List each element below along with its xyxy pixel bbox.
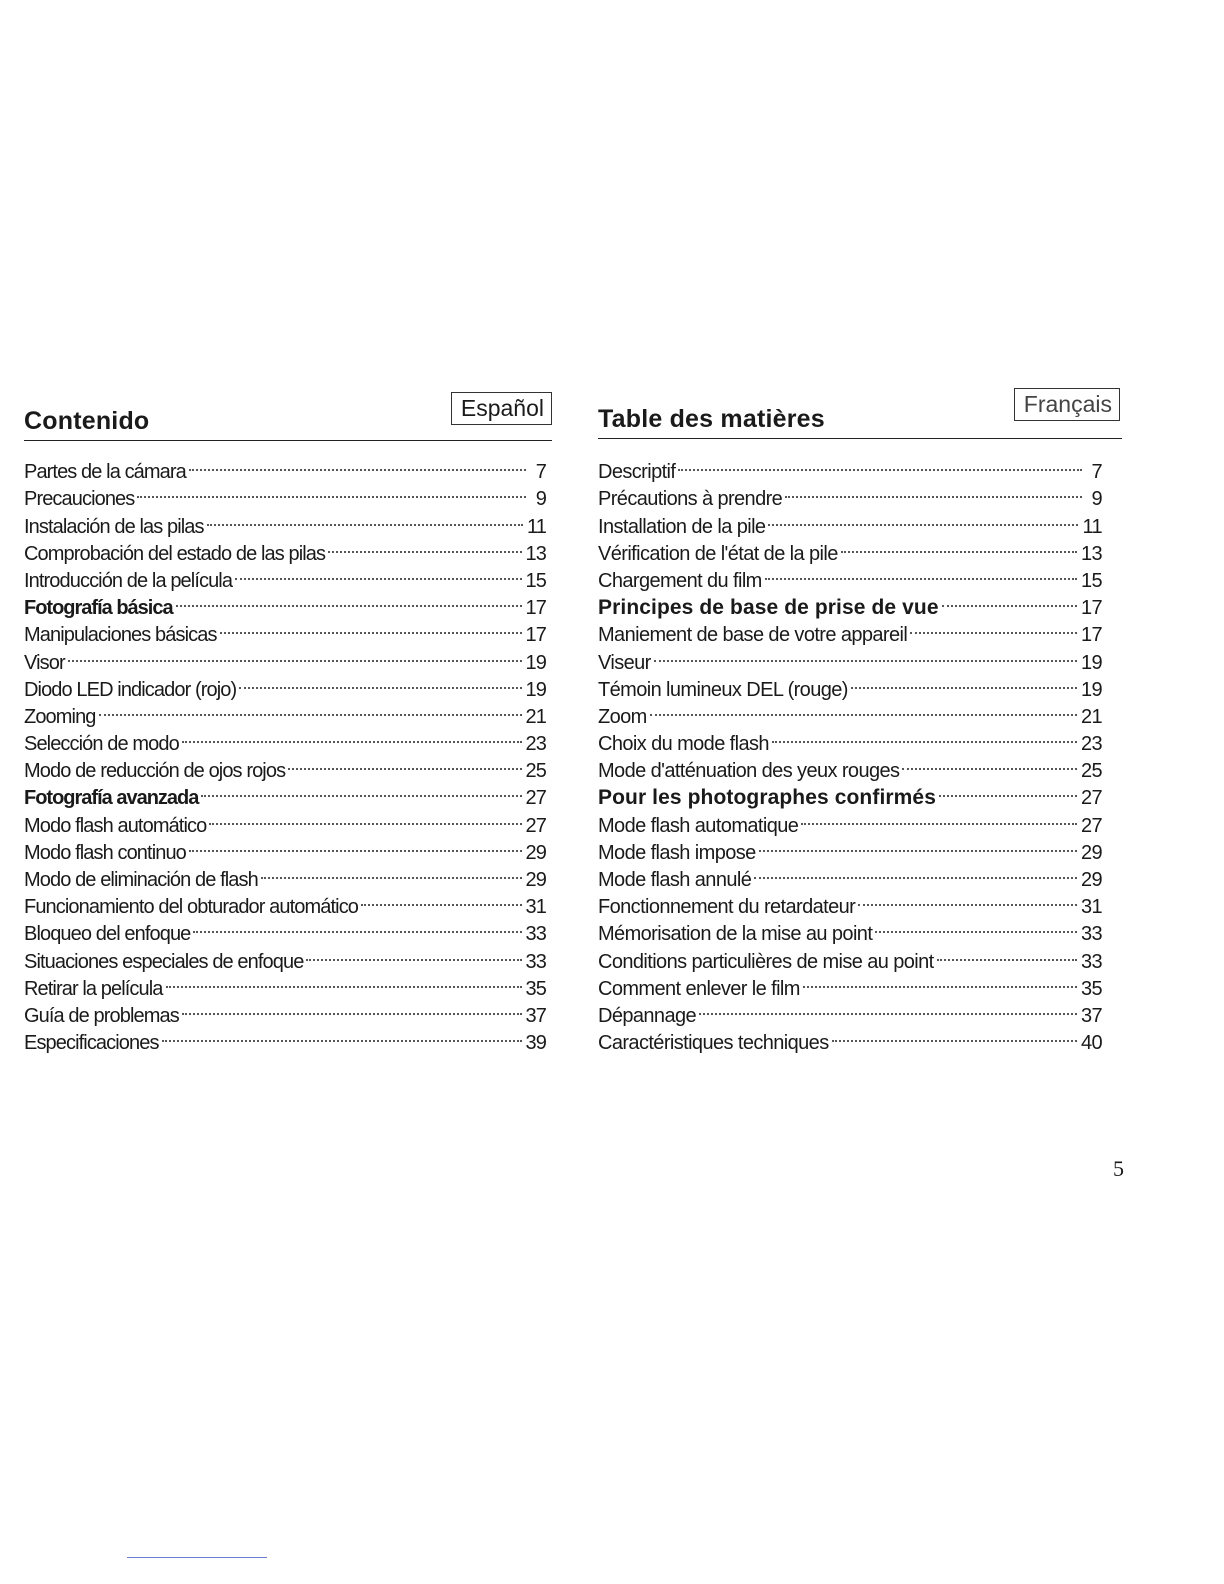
dot-leader bbox=[235, 560, 521, 587]
toc-entry-page: 33 bbox=[1080, 950, 1102, 973]
footer-rule bbox=[127, 1557, 267, 1558]
dot-leader bbox=[137, 478, 526, 505]
toc-entry-label: Retirar la película bbox=[24, 977, 163, 1000]
toc-entry-label: Témoin lumineux DEL (rouge) bbox=[598, 678, 848, 701]
toc-entry bbox=[598, 723, 1102, 756]
french-language-label: Français bbox=[1014, 388, 1120, 421]
toc-entry-label: Diodo LED indicador (rojo) bbox=[24, 678, 237, 701]
toc-entry bbox=[598, 669, 1102, 701]
toc-entry-label: Modo flash continuo bbox=[24, 841, 186, 864]
toc-entry-page: 17 bbox=[1080, 624, 1102, 647]
toc-entry-label: Manipulaciones básicas bbox=[24, 624, 217, 647]
toc-entry-label: Selección de modo bbox=[24, 733, 179, 756]
toc-entry-page: 33 bbox=[525, 950, 546, 973]
spanish-entry-list bbox=[24, 451, 546, 1055]
toc-entry-label: Caractéristiques techniques bbox=[598, 1032, 829, 1055]
toc-entry-page: 27 bbox=[1080, 814, 1102, 837]
toc-entry-page: 21 bbox=[1080, 705, 1102, 728]
toc-entry-label: Zoom bbox=[598, 705, 647, 728]
dot-leader bbox=[699, 995, 1077, 1022]
toc-entry-label: Précautions à prendre bbox=[598, 488, 783, 511]
french-header bbox=[598, 388, 1122, 439]
toc-entry-label: Mode flash annulé bbox=[598, 869, 752, 891]
toc-entry-page: 9 bbox=[535, 488, 546, 511]
toc-entry-label: Especificaciones bbox=[24, 1032, 159, 1055]
dot-leader bbox=[176, 587, 522, 614]
dot-leader bbox=[678, 451, 1082, 478]
toc-entry-label: Mode flash impose bbox=[598, 841, 756, 864]
dot-leader bbox=[902, 750, 1077, 777]
toc-entry-label: Introducción de la película bbox=[24, 569, 233, 592]
toc-entry-page: 35 bbox=[525, 977, 546, 1000]
toc-entry-page: 11 bbox=[527, 515, 546, 538]
toc-entry-page: 17 bbox=[525, 624, 546, 647]
dot-leader bbox=[193, 913, 521, 940]
toc-entry-page: 13 bbox=[525, 542, 546, 565]
toc-entry-page: 37 bbox=[525, 1004, 546, 1027]
dot-leader bbox=[772, 723, 1077, 750]
toc-entry-label: Mode flash automatique bbox=[598, 814, 799, 837]
toc-entry bbox=[598, 641, 1102, 674]
dot-leader bbox=[654, 641, 1077, 668]
toc-entry bbox=[24, 696, 546, 728]
toc-entry-label: Situaciones especiales de enfoque bbox=[24, 950, 304, 973]
toc-entry-label: Principes de base de prise de vue bbox=[598, 596, 939, 620]
dot-leader bbox=[328, 533, 521, 560]
toc-entry-label: Modo de reducción de ojos rojos bbox=[24, 760, 286, 783]
dot-leader bbox=[182, 995, 522, 1022]
toc-entry-label: Pour les photographes confirmés bbox=[598, 786, 936, 810]
toc-entry-page: 33 bbox=[525, 923, 546, 946]
toc-entry bbox=[24, 723, 546, 756]
toc-entry bbox=[24, 451, 546, 484]
toc-entry-page: 13 bbox=[1080, 542, 1102, 565]
toc-entry-page: 25 bbox=[525, 760, 546, 783]
dot-leader bbox=[803, 968, 1077, 995]
dot-leader bbox=[832, 1022, 1077, 1049]
toc-entry-page: 35 bbox=[1080, 977, 1102, 1000]
page-number: 5 bbox=[1113, 1156, 1124, 1181]
toc-entry bbox=[598, 451, 1102, 484]
dot-leader bbox=[939, 777, 1077, 804]
toc-entry-label: Funcionamiento del obturador automático bbox=[24, 896, 359, 919]
toc-entry-page: 27 bbox=[525, 814, 546, 837]
toc-entry-page: 9 bbox=[1091, 488, 1102, 511]
toc-entry-page: 21 bbox=[525, 705, 546, 728]
toc-entry-label: Installation de la pile bbox=[598, 515, 766, 538]
toc-entry-page: 31 bbox=[1080, 896, 1102, 919]
dot-leader bbox=[162, 1022, 522, 1049]
toc-entry-label: Modo de eliminación de flash bbox=[24, 869, 258, 891]
dot-leader bbox=[937, 940, 1077, 967]
dot-leader bbox=[201, 777, 521, 804]
toc-entry-page: 23 bbox=[525, 733, 546, 756]
dot-leader bbox=[768, 505, 1078, 532]
toc-entry-page: 40 bbox=[1080, 1032, 1102, 1055]
toc-entry-label: Partes de la cámara bbox=[24, 461, 186, 484]
dot-leader bbox=[239, 669, 521, 696]
toc-entry-label: Modo flash automático bbox=[24, 814, 207, 837]
toc-entry-page: 19 bbox=[525, 651, 546, 674]
toc-entry-label: Mémorisation de la mise au point bbox=[598, 923, 873, 946]
toc-entry-label: Fonctionnement du retardateur bbox=[598, 896, 856, 919]
toc-entry-page: 19 bbox=[1080, 678, 1102, 701]
dot-leader bbox=[288, 750, 521, 777]
toc-entry-label: Visor bbox=[24, 651, 65, 674]
toc-entry-label: Viseur bbox=[598, 651, 651, 674]
toc-entry-label: Vérification de l'état de la pile bbox=[598, 542, 838, 565]
toc-entry-label: Instalación de las pilas bbox=[24, 515, 204, 538]
toc-entry-label: Conditions particulières de mise au point bbox=[598, 950, 934, 973]
toc-entry-page: 15 bbox=[525, 569, 546, 592]
dot-leader bbox=[851, 669, 1077, 696]
dot-leader bbox=[765, 560, 1077, 587]
toc-entry-label: Guía de problemas bbox=[24, 1004, 179, 1027]
dot-leader bbox=[99, 696, 522, 723]
toc-entry-page: 19 bbox=[525, 678, 546, 701]
dot-leader bbox=[261, 859, 522, 886]
toc-entry-label: Bloqueo del enfoque bbox=[24, 923, 191, 946]
toc-entry-page: 37 bbox=[1080, 1004, 1102, 1027]
toc-entry-label: Maniement de base de votre appareil bbox=[598, 624, 908, 647]
dot-leader bbox=[220, 614, 522, 641]
toc-entry-label: Fotografía básica bbox=[24, 597, 173, 620]
dot-leader bbox=[858, 886, 1077, 913]
dot-leader bbox=[166, 968, 522, 995]
toc-entry-page: 17 bbox=[525, 597, 546, 620]
dot-leader bbox=[801, 804, 1077, 831]
toc-entry-page: 11 bbox=[1082, 515, 1102, 538]
dot-leader bbox=[207, 505, 523, 532]
spanish-header bbox=[24, 390, 552, 441]
toc-entry-label: Dépannage bbox=[598, 1004, 697, 1027]
dot-leader bbox=[754, 859, 1077, 886]
toc-entry-label: Zooming bbox=[24, 705, 96, 728]
dot-leader bbox=[759, 832, 1077, 859]
toc-entry-page: 29 bbox=[1080, 841, 1102, 864]
dot-leader bbox=[189, 832, 522, 859]
toc-entry-label: Comment enlever le film bbox=[598, 977, 800, 1000]
toc-entry-label: Mode d'atténuation des yeux rouges bbox=[598, 760, 900, 783]
toc-entry-page: 19 bbox=[1080, 651, 1102, 674]
toc-entry bbox=[24, 641, 546, 674]
dot-leader bbox=[361, 886, 522, 913]
toc-entry-page: 29 bbox=[525, 841, 546, 864]
dot-leader bbox=[182, 723, 522, 750]
toc-entry bbox=[598, 696, 1102, 728]
toc-entry-page: 17 bbox=[1080, 597, 1102, 620]
spanish-language-label: Español bbox=[451, 392, 552, 425]
dot-leader bbox=[875, 913, 1077, 940]
french-title: Table des matières bbox=[598, 405, 825, 433]
dot-leader bbox=[209, 804, 521, 831]
toc-entry-label: Choix du mode flash bbox=[598, 733, 769, 756]
toc-entry-page: 27 bbox=[525, 787, 546, 810]
toc-entry-page: 15 bbox=[1080, 569, 1102, 592]
toc-entry-label: Descriptif bbox=[598, 461, 676, 484]
dot-leader bbox=[841, 533, 1077, 560]
dot-leader bbox=[306, 940, 521, 967]
dot-leader bbox=[785, 478, 1082, 505]
toc-entry-page: 29 bbox=[1080, 869, 1102, 891]
toc-entry-label: Fotografía avanzada bbox=[24, 787, 199, 810]
dot-leader bbox=[68, 641, 522, 668]
toc-entry bbox=[24, 669, 546, 701]
toc-entry-page: 7 bbox=[1091, 461, 1102, 484]
toc-entry-label: Comprobación del estado de las pilas bbox=[24, 542, 326, 565]
toc-entry-page: 39 bbox=[525, 1032, 546, 1055]
spanish-title: Contenido bbox=[24, 407, 150, 435]
dot-leader bbox=[942, 587, 1077, 614]
dot-leader bbox=[189, 451, 526, 478]
toc-entry-page: 25 bbox=[1080, 760, 1102, 783]
french-entry-list bbox=[598, 451, 1102, 1055]
toc-entry-page: 23 bbox=[1080, 733, 1102, 756]
dot-leader bbox=[650, 696, 1077, 723]
toc-entry-page: 33 bbox=[1080, 923, 1102, 946]
toc-entry-label: Precauciones bbox=[24, 488, 135, 511]
toc-entry-page: 29 bbox=[525, 869, 546, 891]
dot-leader bbox=[910, 614, 1077, 641]
toc-entry-page: 7 bbox=[535, 461, 546, 484]
toc-entry-page: 27 bbox=[1080, 787, 1102, 810]
toc-entry-page: 31 bbox=[525, 896, 546, 919]
toc-entry-label: Chargement du film bbox=[598, 569, 762, 592]
